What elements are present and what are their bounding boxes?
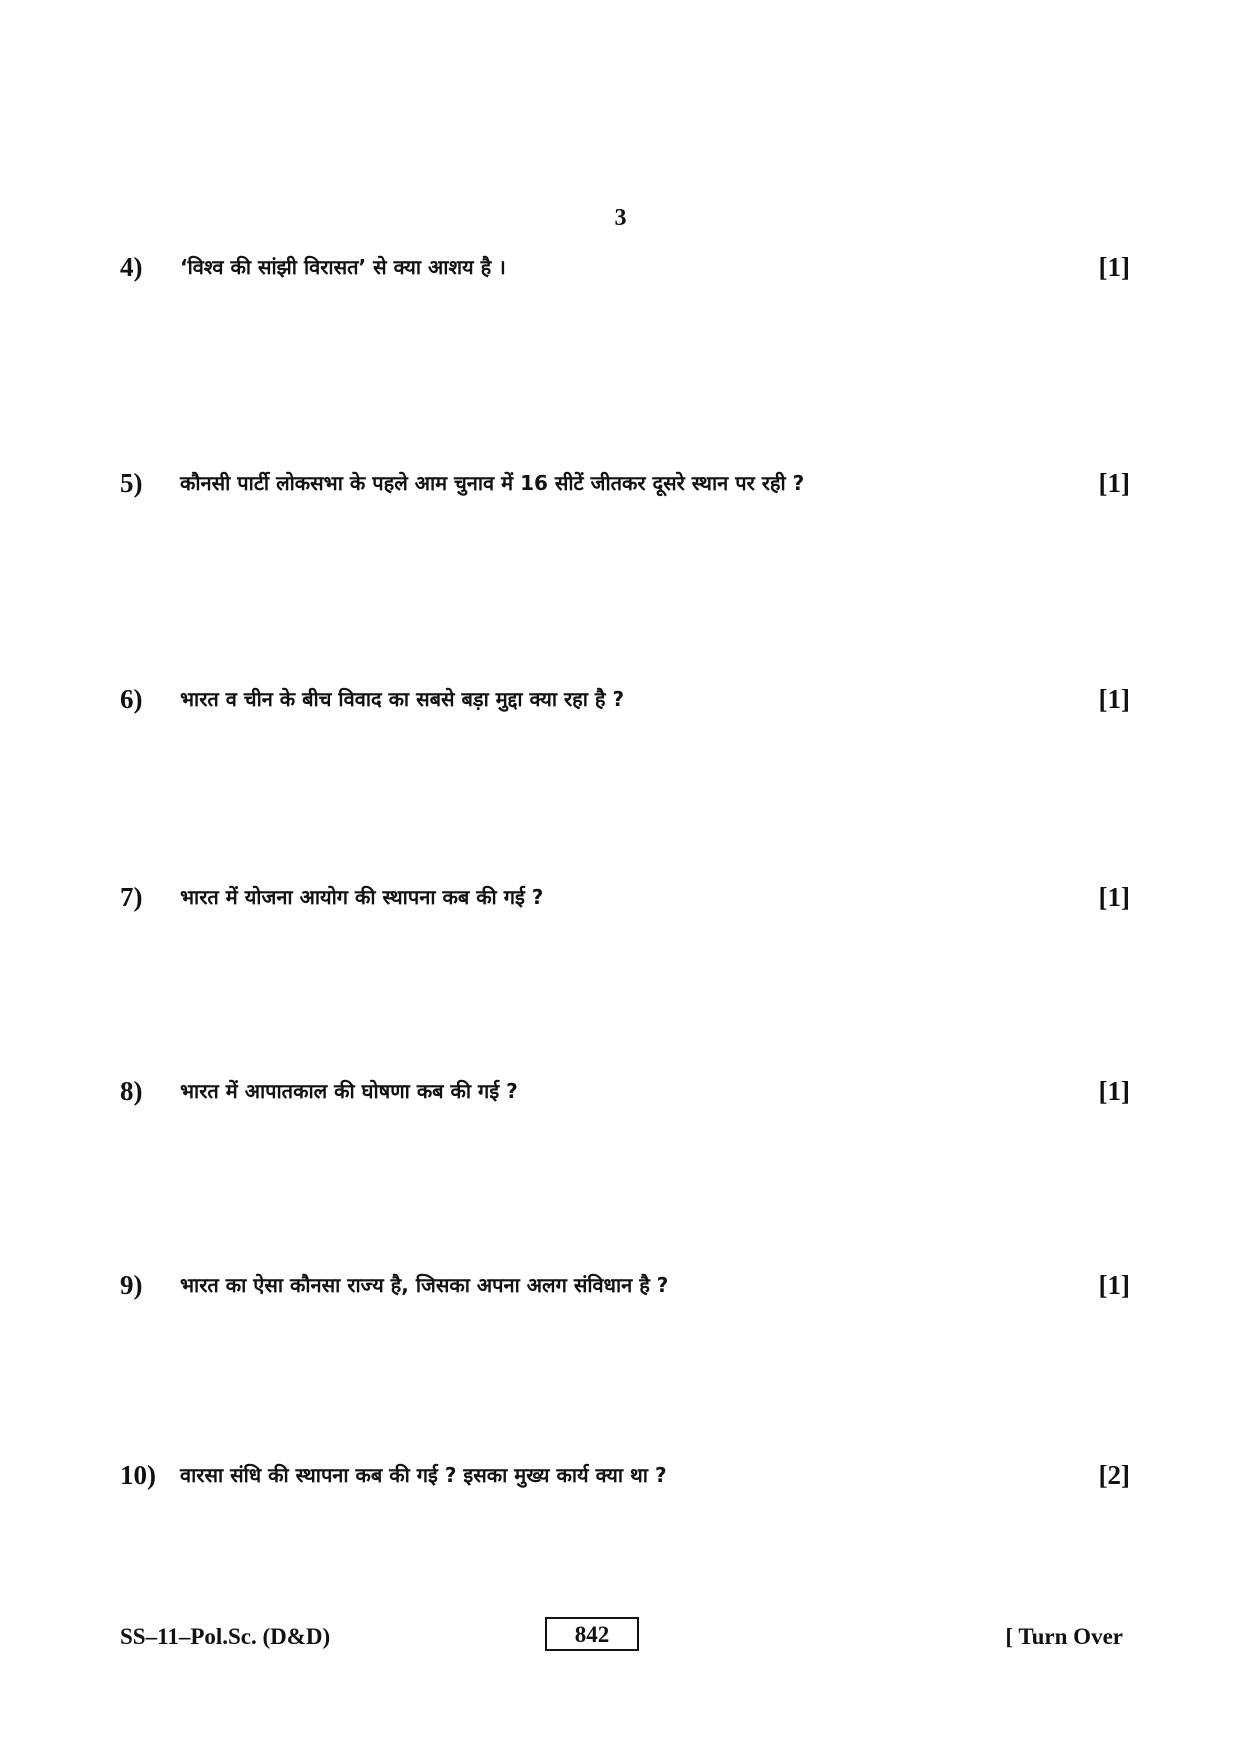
question-marks: [1] [1098, 252, 1130, 282]
question-4 [120, 247, 1130, 287]
question-5 [120, 463, 1130, 503]
question-marks: [1] [1098, 468, 1130, 498]
question-8 [120, 1071, 1130, 1111]
footer-turn-over: [ Turn Over [1005, 1624, 1123, 1649]
footer-boxed-number: 842 [545, 1617, 639, 1651]
question-number: 4) [120, 252, 143, 282]
question-number: 8) [120, 1076, 143, 1106]
page-number: 3 [614, 205, 627, 231]
footer-paper-code: SS–11–Pol.Sc. (D&D) [120, 1624, 331, 1649]
question-marks: [1] [1098, 882, 1130, 912]
question-10 [120, 1455, 1130, 1495]
question-marks: [2] [1098, 1460, 1130, 1490]
question-number: 10) [120, 1460, 156, 1490]
question-number: 9) [120, 1270, 143, 1300]
question-text: ‘विश्व की सांझी विरासत’ से क्या आशय है । [180, 255, 506, 279]
question-marks: [1] [1098, 1076, 1130, 1106]
question-text: भारत व चीन के बीच विवाद का सबसे बड़ा मुद्दा क्या रहा है ? [180, 687, 625, 711]
question-number: 5) [120, 468, 143, 498]
question-marks: [1] [1098, 1270, 1130, 1300]
question-text: कौनसी पार्टी लोकसभा के पहले आम चुनाव में 16 सीटें जीतकर दूसरे स्थान पर रही ? [180, 471, 805, 495]
question-text: भारत में आपातकाल की घोषणा कब की गई ? [180, 1079, 518, 1103]
question-marks: [1] [1098, 684, 1130, 714]
question-7 [120, 877, 1130, 917]
question-text: वारसा संधि की स्थापना कब की गई ? इसका मुख्य कार्य क्या था ? [180, 1463, 667, 1487]
question-9 [120, 1265, 1130, 1305]
question-number: 6) [120, 684, 143, 714]
question-text: भारत में योजना आयोग की स्थापना कब की गई ? [180, 885, 544, 909]
question-number: 7) [120, 882, 143, 912]
question-text: भारत का ऐसा कौनसा राज्य है, जिसका अपना अलग संविधान है ? [180, 1273, 669, 1297]
question-6 [120, 679, 1130, 719]
